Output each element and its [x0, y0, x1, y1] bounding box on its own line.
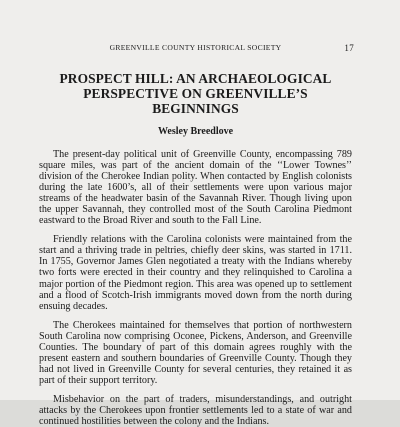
article-title-line-1: PROSPECT HILL: AN ARCHAEOLOGICAL [59, 71, 332, 86]
running-header [39, 43, 352, 57]
article-author: Wesley Breedlove [157, 126, 234, 137]
article-title [39, 71, 352, 116]
page-number: 17 [344, 43, 354, 53]
article-body [39, 149, 352, 427]
body-paragraph: Friendly relations with the Carolina colonists were maintained from the start and a thriving trade in peltries, chiefly deer skins, was started in 1711. In 1755, Governor James Glen negotiated a treaty with the Indians whereby two forts were erected in their country and they relinquished to Carolina a major portion of the Piedmont region. This area was opened up to settlement and a flood of Scotch-Irish immigrants moved down from the north during ensuing decades. [39, 234, 352, 312]
body-paragraph: The present-day political unit of Greenville County, encompassing 789 square miles, was part of the ancient domain of the ‘‘Lower Townes’’ division of the Cherokee Indian polity. When contacted by English colonists during the late 1600’s, all of their settlements were upon various major streams of the headwater basin of the Savannah River. Though living upon the upper Savannah, they controlled most of the South Carolina Piedmont eastward to the Broad River and south to the Fall Line. [39, 149, 352, 227]
running-title: GREENVILLE COUNTY HISTORICAL SOCIETY [109, 43, 282, 52]
body-paragraph: The Cherokees maintained for themselves that portion of northwestern South Carolina now comprising Oconee, Pickens, Anderson, and Greenville Counties. The boundary of part of this domain agrees roughly with the present eastern and southern boundaries of Greenville County. Though they had not lived in Greenville County for several centuries, they retained it as part of their support territory. [39, 319, 352, 386]
body-paragraph: Misbehavior on the part of traders, misunderstandings, and outright attacks by the Cherokees upon frontier settlements led to a state of war and continued hostilities between the colony and the Indians. [39, 393, 352, 427]
article-title-line-2: PERSPECTIVE ON GREENVILLE’S BEGINNINGS [83, 86, 308, 116]
